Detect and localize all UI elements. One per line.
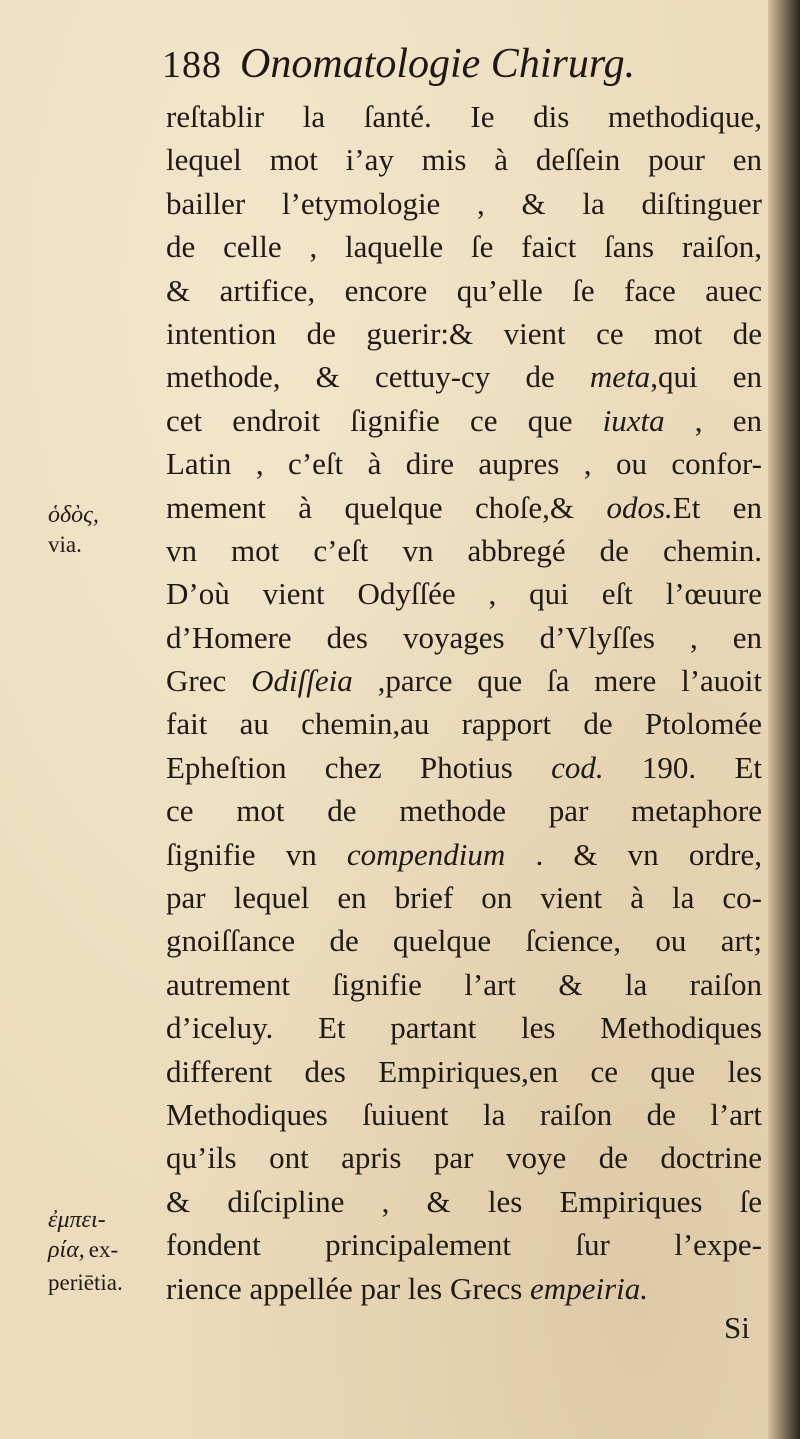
- text-line: [166, 572, 762, 615]
- text-run: gnoiſſance de quelque ſcience, ou art;: [166, 923, 762, 959]
- text-run: Methodiques ſuiuent la raiſon de l’art: [166, 1096, 762, 1132]
- text-line: [166, 442, 762, 485]
- text-run: & diſcipline , & les Empiriques ſe: [166, 1183, 762, 1219]
- text-run: bailler l’etymologie , & la diſtinguer: [166, 185, 762, 221]
- text-line: [166, 1136, 762, 1179]
- italic-term: meta: [589, 359, 651, 395]
- text-line: [166, 833, 762, 876]
- margin-note-greek: ἐμπει-: [48, 1207, 106, 1233]
- text-line: [166, 1180, 762, 1223]
- page-edge-shadow: [768, 0, 800, 1439]
- text-run: & artifice, encore qu’elle ſe face auec: [166, 272, 762, 308]
- margin-note-greek: ὁδὸς,: [48, 502, 99, 528]
- text-run: . & vn ordre,: [505, 836, 762, 872]
- text-line: [166, 1223, 762, 1266]
- page-header: [162, 40, 635, 88]
- margin-note-empeiria: [48, 1205, 123, 1298]
- text-run: par lequel en brief on vient à la co-: [166, 880, 762, 916]
- catchword: Si: [724, 1310, 750, 1345]
- text-line: [166, 95, 762, 138]
- text-line: [166, 963, 762, 1006]
- text-run: qu’ils ont apris par voye de doctrine: [166, 1140, 762, 1176]
- text-line: [166, 876, 762, 919]
- text-run: ,parce que ſa mere l’auoit: [352, 663, 763, 699]
- italic-term: Odiſſeia: [251, 663, 353, 699]
- text-run: D’où vient Odyſſée , qui eſt l’œuure: [166, 576, 762, 612]
- text-line: [166, 138, 762, 181]
- text-line: [166, 919, 762, 962]
- text-run: Latin , c’eſt à dire aupres , ou confor-: [166, 446, 762, 482]
- text-run: 190. Et: [603, 749, 762, 785]
- text-line: [166, 486, 762, 529]
- page-number: 188: [162, 44, 222, 86]
- text-run: de celle , laquelle ſe faict ſans raiſon,: [166, 229, 762, 265]
- text-run: methode, & cettuy-cy de: [166, 359, 590, 395]
- text-run: intention de guerir:& vient ce mot de: [166, 315, 762, 351]
- text-line: [166, 269, 762, 312]
- margin-note-latin-cont: periētia.: [48, 1270, 123, 1295]
- text-run: mement à quelque choſe,&: [166, 489, 607, 525]
- text-line: [166, 225, 762, 268]
- text-run: lequel mot i’ay mis à deſſein pour en: [166, 142, 762, 178]
- text-run: fait au chemin,au rapport de Ptolomée: [166, 706, 762, 742]
- margin-note-line: [48, 1235, 123, 1268]
- margin-note-odos: [48, 500, 99, 560]
- text-run: ,qui en: [650, 359, 762, 395]
- text-run: d’iceluy. Et partant les Methodiques: [166, 1010, 762, 1046]
- margin-note-latin: ex-: [88, 1237, 119, 1262]
- text-run: vn mot c’eſt vn abbregé de chemin.: [166, 532, 762, 568]
- running-title: Onomatologie Chirurg.: [240, 41, 636, 87]
- text-run: Et en: [672, 489, 762, 525]
- text-line: [166, 399, 762, 442]
- text-run: Epheſtion chez Photius: [166, 749, 552, 785]
- text-line: [166, 1006, 762, 1049]
- text-line: [166, 616, 762, 659]
- text-line: [166, 746, 762, 789]
- text-line: [166, 529, 762, 572]
- text-line: [166, 789, 762, 832]
- text-run: different des Empiriques,en ce que les: [166, 1053, 762, 1089]
- text-line: [166, 1050, 762, 1093]
- text-run: Grec: [166, 663, 252, 699]
- text-run: ce mot de methode par metaphore: [166, 793, 762, 829]
- italic-term: empeiria.: [530, 1270, 648, 1306]
- text-line: [166, 355, 762, 398]
- text-line: [166, 312, 762, 355]
- text-run: ſignifie vn: [166, 836, 347, 872]
- italic-term: iuxta: [602, 402, 665, 438]
- italic-term: odos.: [606, 489, 673, 525]
- italic-term: compendium: [346, 836, 506, 872]
- text-run: autrement ſignifie l’art & la raiſon: [166, 966, 762, 1002]
- italic-term: cod.: [551, 749, 604, 785]
- text-line: [166, 1267, 762, 1310]
- text-run: reſtablir la ſanté. Ie dis methodique,: [166, 99, 762, 134]
- text-run: d’Homere des voyages d’Vlyſſes , en: [166, 619, 762, 655]
- margin-note-latin: via.: [48, 532, 82, 557]
- text-run: rience appellée par les Grecs: [166, 1270, 531, 1306]
- text-run: , en: [664, 402, 762, 438]
- text-run: fondent principalement ſur l’expe-: [166, 1227, 762, 1263]
- body-text: [166, 95, 762, 1310]
- text-run: cet endroit ſignifie ce que: [166, 402, 603, 438]
- text-line: [166, 702, 762, 745]
- text-line: [166, 182, 762, 225]
- margin-note-greek-cont: ρία,: [48, 1237, 85, 1263]
- text-line: [166, 1093, 762, 1136]
- text-line: [166, 659, 762, 702]
